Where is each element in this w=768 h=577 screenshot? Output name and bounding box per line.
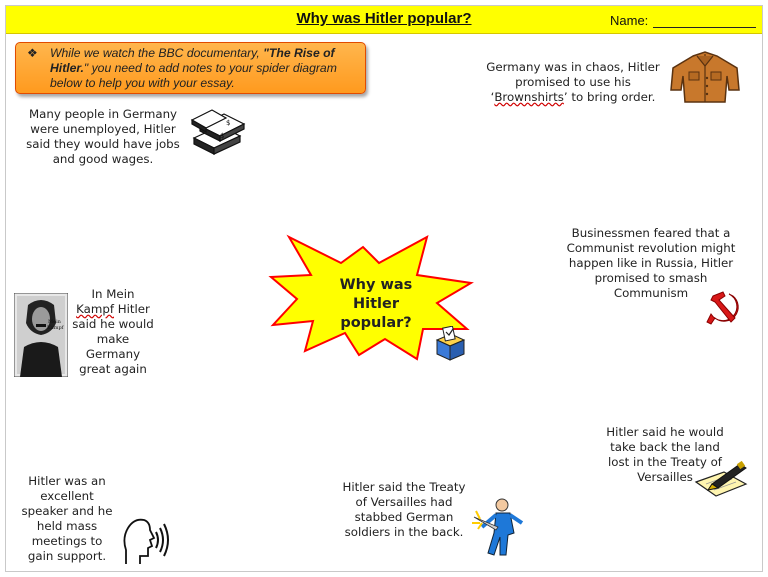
name-line[interactable] bbox=[653, 27, 756, 28]
instruction-box bbox=[15, 42, 366, 94]
note-line: lost in the Treaty of bbox=[608, 455, 722, 469]
note-line: promised to smash bbox=[594, 271, 708, 285]
instruction-text-end: " you need to add notes to your spider diagram below to help you with your essay. bbox=[50, 61, 337, 90]
note-mein-kampf bbox=[66, 287, 160, 377]
note-line: Businessmen feared that a bbox=[571, 226, 731, 240]
money-stacks-icon bbox=[190, 108, 250, 156]
note-line: Hitler was an bbox=[28, 474, 106, 488]
note-line: excellent bbox=[40, 489, 94, 503]
note-line: Germany bbox=[85, 347, 141, 361]
instruction-text: While we watch the BBC documentary, bbox=[50, 46, 264, 60]
quote-open: ‘ bbox=[490, 90, 495, 104]
note-line: gain support. bbox=[27, 549, 107, 563]
note-line: Many people in Germany bbox=[28, 107, 178, 121]
note-line: Versailles bbox=[637, 470, 693, 484]
note-line bbox=[66, 302, 160, 317]
hammer-sickle-icon bbox=[703, 288, 743, 328]
note-unemployment bbox=[18, 107, 188, 167]
note-line: Communism bbox=[613, 286, 689, 300]
note-line: said they would have jobs bbox=[26, 137, 180, 151]
note-line: In Mein bbox=[91, 287, 135, 301]
center-line-2: Hitler bbox=[353, 296, 399, 312]
note-line: take back the land bbox=[610, 440, 720, 454]
note-line: great again bbox=[79, 362, 147, 376]
note-line: meetings to bbox=[31, 534, 103, 548]
note-line-end: Hitler bbox=[113, 302, 150, 316]
name-label: Name: bbox=[610, 13, 649, 28]
center-question bbox=[330, 276, 422, 333]
svg-text:$: $ bbox=[226, 119, 231, 127]
note-line: held mass bbox=[36, 519, 98, 533]
note-line: Hitler said the Treaty bbox=[342, 480, 466, 494]
header-bar bbox=[6, 6, 762, 34]
brownshirts-word: Brownshirts bbox=[494, 90, 564, 104]
pen-paper-icon bbox=[694, 458, 750, 500]
note-line: Communist revolution might bbox=[566, 241, 736, 255]
note-line: make bbox=[96, 332, 130, 346]
note-stab-in-back bbox=[336, 480, 472, 540]
note-line: Hitler said he would bbox=[606, 425, 724, 439]
note-line bbox=[480, 90, 666, 105]
note-brownshirts bbox=[480, 60, 666, 105]
note-line: of Versailles had bbox=[355, 495, 453, 509]
speaking-head-icon bbox=[120, 516, 172, 566]
page-title: Why was Hitler popular? bbox=[296, 10, 472, 27]
note-line: stabbed German bbox=[354, 510, 454, 524]
note-line: and good wages. bbox=[52, 152, 154, 166]
note-line: promised to use his bbox=[515, 75, 631, 89]
book-title: Kampf bbox=[47, 325, 64, 331]
instruction-documentary-title: "The Rise of Hitler. bbox=[50, 46, 335, 75]
note-line: Germany was in chaos, Hitler bbox=[486, 60, 660, 74]
note-line: were unemployed, Hitler bbox=[30, 122, 176, 136]
center-line-3: popular? bbox=[340, 315, 412, 331]
center-line-1: Why was bbox=[339, 277, 413, 293]
bullet-icon: ❖ bbox=[27, 46, 38, 60]
mein-kampf-book-icon bbox=[14, 293, 68, 377]
note-line: speaker and he bbox=[21, 504, 113, 518]
kampf-word: Kampf bbox=[76, 302, 114, 316]
note-speaker bbox=[18, 474, 116, 564]
brown-shirt-icon bbox=[667, 50, 743, 106]
stabbed-figure-icon bbox=[470, 497, 528, 561]
book-title: Mein bbox=[48, 319, 61, 325]
note-line: happen like in Russia, Hitler bbox=[568, 256, 734, 270]
ballot-box-icon bbox=[433, 326, 467, 362]
note-line-end: ’ to bring order. bbox=[563, 90, 656, 104]
note-line: said he would bbox=[72, 317, 154, 331]
svg-text:$: $ bbox=[220, 132, 225, 140]
note-line: soldiers in the back. bbox=[344, 525, 464, 539]
